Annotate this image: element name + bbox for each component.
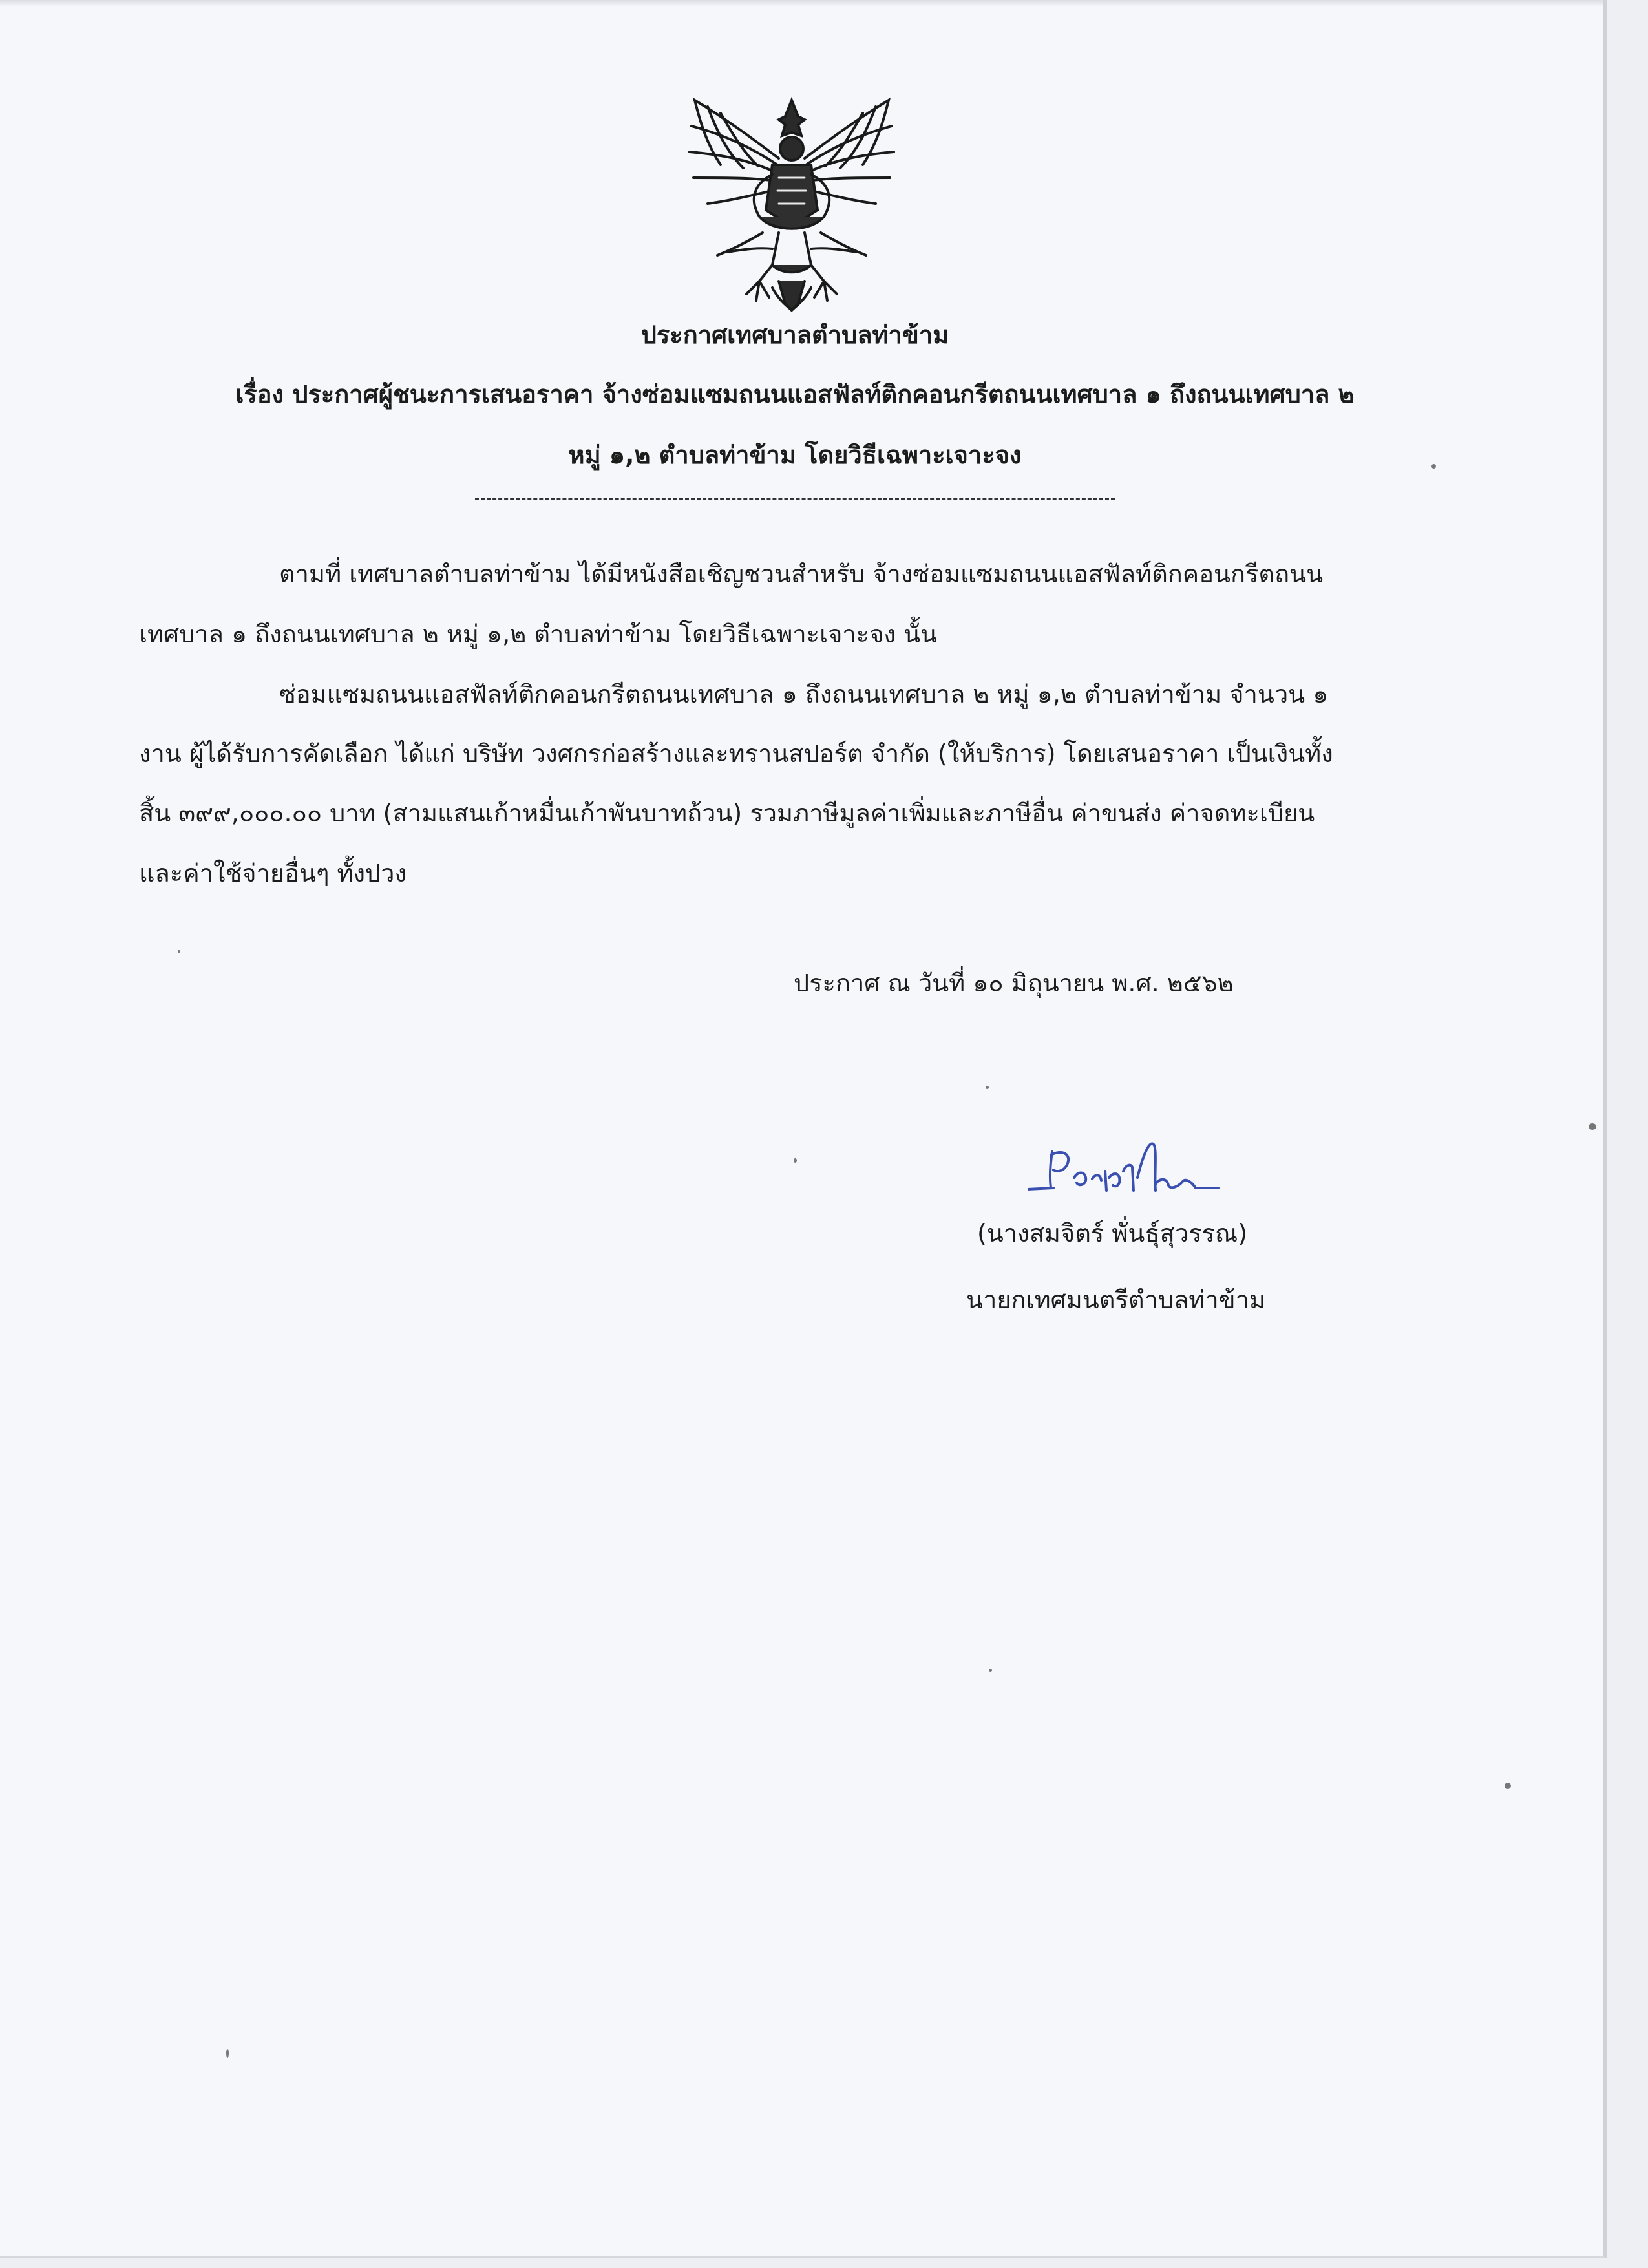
document-subject-line-2: หมู่ ๑,๒ ตำบลท่าข้าม โดยวิธีเฉพาะเจาะจง xyxy=(568,441,1022,469)
scan-speck xyxy=(794,1158,797,1163)
scan-speck xyxy=(1589,1123,1596,1130)
scan-speck xyxy=(1431,464,1436,469)
scan-speck xyxy=(986,1086,989,1089)
garuda-emblem-icon xyxy=(682,87,902,313)
paragraph-2-line-1: ซ่อมแซมถนนแอสฟัลท์ติกคอนกรีตถนนเทศบาล ๑ ถึงถนนเทศบาล ๒ หมู่ ๑,๒ ตำบลท่าข้าม จำนวน ๑ xyxy=(279,680,1329,708)
document-heading: ประกาศเทศบาลตำบลท่าข้าม xyxy=(640,321,949,349)
scan-speck xyxy=(226,2049,229,2058)
handwritten-signature-icon xyxy=(1028,1126,1221,1197)
paragraph-1-line-1: ตามที่ เทศบาลตำบลท่าข้าม ได้มีหนังสือเชิญชวนสำหรับ จ้างซ่อมแซมถนนแอสฟัลท์ติกคอนกรีตถนน xyxy=(279,560,1324,588)
signer-position: นายกเทศมนตรีตำบลท่าข้าม xyxy=(966,1286,1266,1314)
paragraph-2-line-3: สิ้น ๓๙๙,๐๐๐.๐๐ บาท (สามแสนเก้าหมื่นเก้าพันบาทถ้วน) รวมภาษีมูลค่าเพิ่มและภาษีอื่น ค่าขนส่ง ค่าจดทะเบียน xyxy=(139,799,1315,827)
scan-speck xyxy=(1505,1783,1511,1789)
paragraph-2-line-4: และค่าใช้จ่ายอื่นๆ ทั้งปวง xyxy=(139,859,407,887)
document-subject-line-1: เรื่อง ประกาศผู้ชนะการเสนอราคา จ้างซ่อมแซมถนนแอสฟัลท์ติกคอนกรีตถนนเทศบาล ๑ ถึงถนนเทศบาล ๒ xyxy=(235,380,1355,408)
paragraph-2-line-2: งาน ผู้ได้รับการคัดเลือก ได้แก่ บริษัท วงศกรก่อสร้างและทรานสปอร์ต จำกัด (ให้บริการ) โดยเสนอราคา เป็นเงินทั้ง xyxy=(139,739,1333,768)
paragraph-1-line-2: เทศบาล ๑ ถึงถนนเทศบาล ๒ หมู่ ๑,๒ ตำบลท่าข้าม โดยวิธีเฉพาะเจาะจง นั้น xyxy=(139,620,937,648)
announcement-date: ประกาศ ณ วันที่ ๑๐ มิถุนายน พ.ศ. ๒๕๖๒ xyxy=(794,969,1234,997)
title-separator xyxy=(475,498,1115,500)
scan-speck xyxy=(989,1669,992,1672)
scan-speck xyxy=(178,950,180,953)
signer-name: (นางสมจิตร์ พั่นธุ์สุวรรณ) xyxy=(977,1219,1248,1247)
scan-top-edge xyxy=(0,0,1603,6)
